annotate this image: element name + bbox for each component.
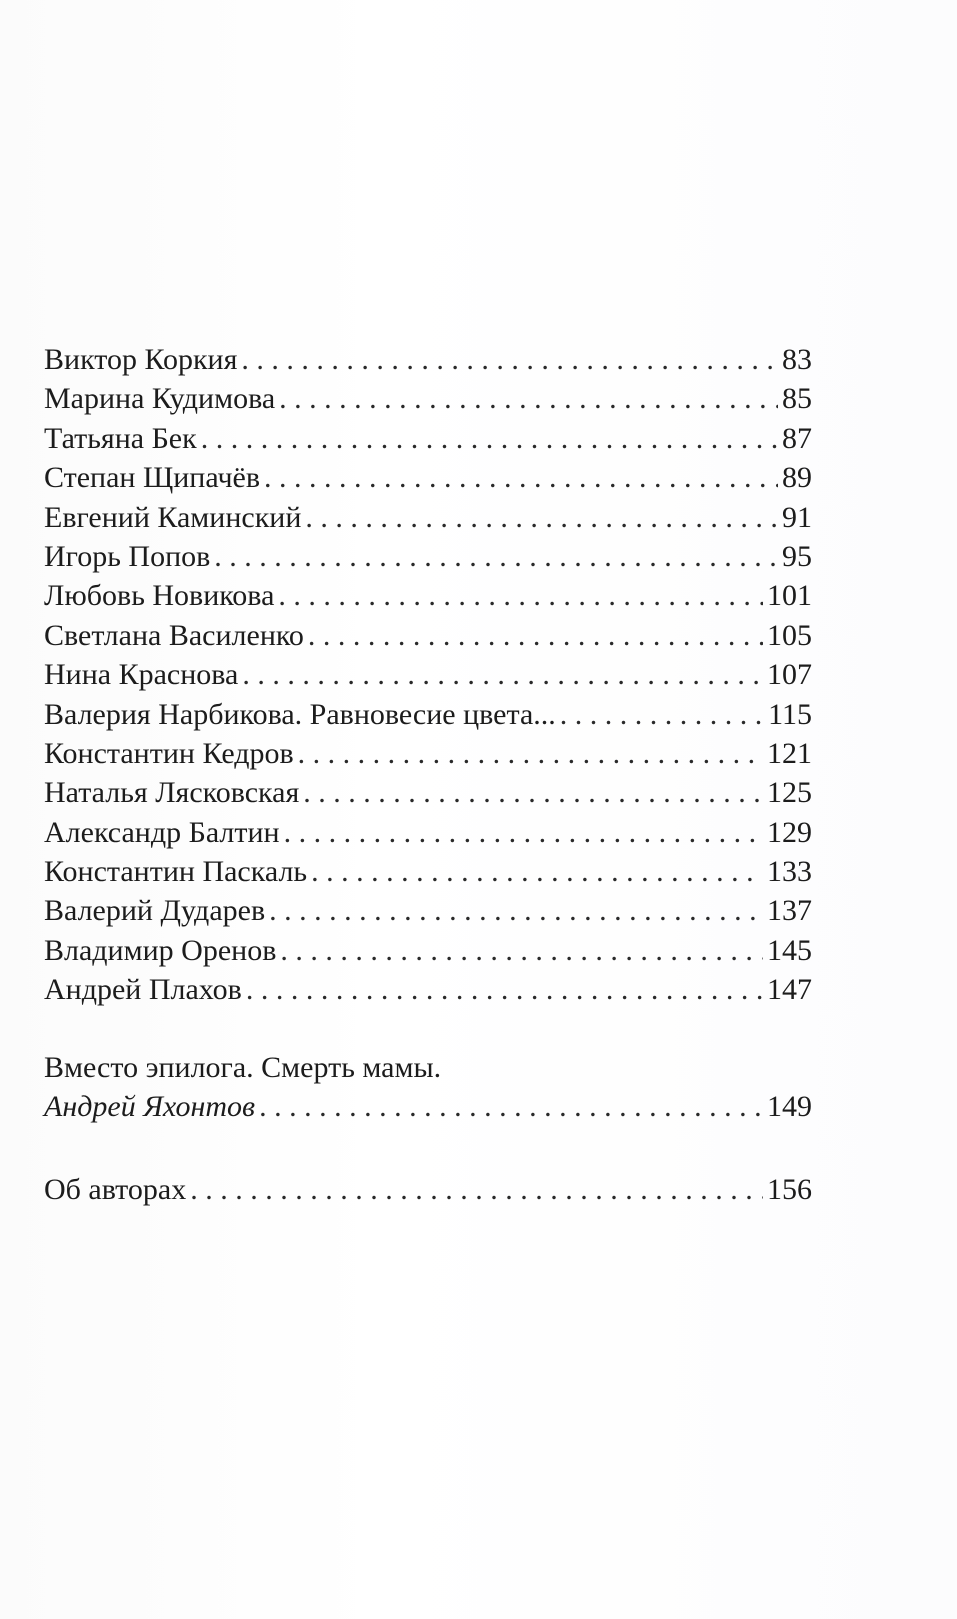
toc-entry-page: 95 xyxy=(782,539,812,573)
leader-dots xyxy=(190,1170,763,1209)
leader-dots xyxy=(246,970,763,1009)
toc-entry-page: 129 xyxy=(767,815,812,849)
epilogue-author: Андрей Яхонтов xyxy=(44,1090,256,1124)
toc-entry-page: 85 xyxy=(782,382,812,416)
toc-entry-page: 105 xyxy=(767,618,812,652)
toc-entry xyxy=(44,419,812,458)
leader-dots xyxy=(303,773,763,812)
toc-entry-page: 89 xyxy=(782,461,812,495)
toc-entry-title: Наталья Лясковская xyxy=(44,776,300,810)
toc-entry-page: 101 xyxy=(767,579,812,613)
toc-entry xyxy=(44,970,812,1009)
toc-entry-page: 87 xyxy=(782,421,812,455)
toc-entry-title: Татьяна Бек xyxy=(44,421,197,455)
about-authors-title: Об авторах xyxy=(44,1173,187,1207)
toc-entry-title: Виктор Коркия xyxy=(44,343,238,376)
leader-dots xyxy=(284,813,763,852)
toc-entry xyxy=(44,734,812,773)
toc-entry-title: Андрей Плахов xyxy=(44,973,242,1007)
toc-entry xyxy=(44,576,812,615)
leader-dots xyxy=(308,616,763,655)
toc-entry-page: 145 xyxy=(767,933,812,967)
toc-entry-title: Евгений Каминский xyxy=(44,500,302,534)
table-of-contents xyxy=(44,340,812,1210)
toc-entry-title: Светлана Василенко xyxy=(44,618,304,652)
toc-entry-title: Степан Щипачёв xyxy=(44,461,261,495)
toc-entry-title: Валерий Дударев xyxy=(44,894,266,928)
toc-entry-title: Владимир Оренов xyxy=(44,933,277,967)
leader-dots xyxy=(279,379,778,418)
toc-entry xyxy=(44,695,812,734)
leader-dots xyxy=(278,576,763,615)
toc-entry-page: 107 xyxy=(767,658,812,692)
toc-entry-page: 83 xyxy=(782,343,812,376)
leader-dots xyxy=(280,931,763,970)
about-authors-page: 156 xyxy=(767,1173,812,1207)
leader-dots xyxy=(305,498,778,537)
toc-entry-page: 133 xyxy=(767,855,812,889)
toc-entry-title: Любовь Новикова xyxy=(44,579,275,613)
leader-dots xyxy=(201,419,778,458)
toc-entry xyxy=(44,931,812,970)
toc-entry xyxy=(44,537,812,576)
toc-entry xyxy=(44,458,812,497)
toc-entry xyxy=(44,379,812,418)
section-spacer xyxy=(44,1126,812,1170)
toc-entry-title: Игорь Попов xyxy=(44,539,211,573)
toc-entry-page: 121 xyxy=(767,736,812,770)
toc-entry-page: 125 xyxy=(767,776,812,810)
toc-entry-page: 91 xyxy=(782,500,812,534)
toc-entry xyxy=(44,773,812,812)
section-spacer xyxy=(44,1010,812,1048)
toc-entry-title: Марина Кудимова xyxy=(44,382,276,416)
leader-dots xyxy=(560,695,764,734)
leader-dots xyxy=(311,852,763,891)
about-authors-entry xyxy=(44,1170,812,1209)
toc-entry-page: 137 xyxy=(767,894,812,928)
toc-entry-title: Александр Балтин xyxy=(44,815,280,849)
toc-entry xyxy=(44,616,812,655)
leader-dots xyxy=(298,734,763,773)
epilogue-entry xyxy=(44,1087,812,1126)
leader-dots xyxy=(242,655,763,694)
leader-dots xyxy=(259,1087,763,1126)
toc-entry-title: Константин Паскаль xyxy=(44,855,308,889)
epilogue-title: Вместо эпилога. Смерть мамы. xyxy=(44,1050,442,1084)
toc-entry-title: Валерия Нарбикова. Равновесие цвета... xyxy=(44,697,556,731)
toc-entry-title: Нина Краснова xyxy=(44,658,239,692)
leader-dots xyxy=(264,458,778,497)
toc-entry xyxy=(44,891,812,930)
toc-entry xyxy=(44,655,812,694)
toc-entry xyxy=(44,852,812,891)
leader-dots xyxy=(269,891,763,930)
leader-dots xyxy=(241,340,778,379)
leader-dots xyxy=(214,537,778,576)
toc-entry xyxy=(44,813,812,852)
toc-entry xyxy=(44,498,812,537)
toc-entry-title: Константин Кедров xyxy=(44,736,294,770)
toc-entry-page: 115 xyxy=(768,697,812,731)
toc-entry-page: 147 xyxy=(767,973,812,1007)
epilogue-page: 149 xyxy=(767,1090,812,1124)
toc-entry xyxy=(44,340,812,379)
